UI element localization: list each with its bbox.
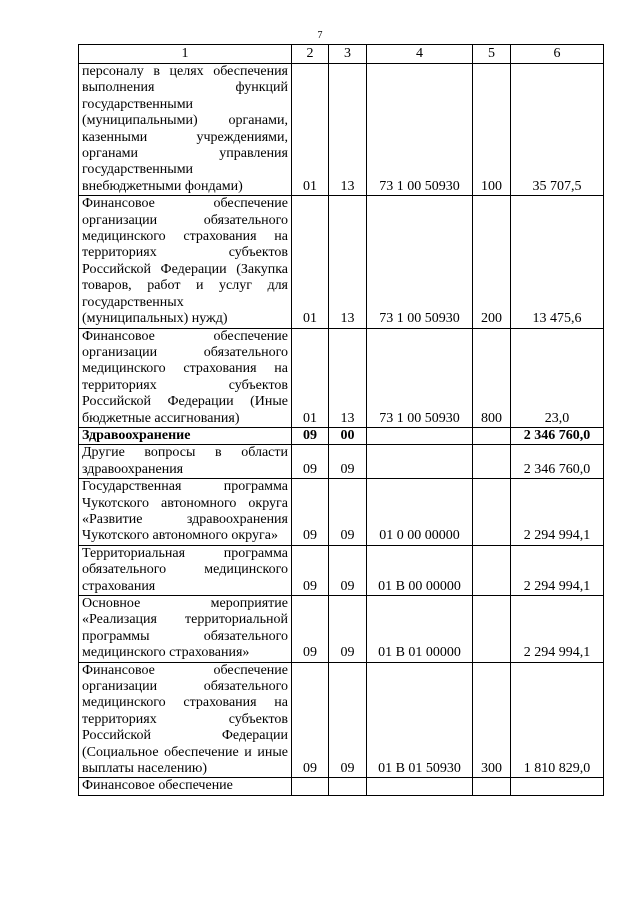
section-code-cell: 09 (292, 427, 329, 444)
amount-cell: 35 707,5 (511, 64, 604, 196)
expense-type-cell (473, 427, 511, 444)
row-name-cell: Территориальная программа обязательного медицинского страхования (79, 545, 292, 595)
expense-type-cell (473, 445, 511, 479)
expense-type-cell: 200 (473, 196, 511, 328)
target-article-cell: 73 1 00 50930 (367, 328, 473, 427)
section-code-cell: 09 (292, 545, 329, 595)
table-row (79, 328, 604, 427)
section-code-cell: 09 (292, 479, 329, 546)
amount-cell (511, 778, 604, 795)
table-row (79, 545, 604, 595)
column-header: 3 (329, 45, 367, 64)
target-article-cell: 73 1 00 50930 (367, 64, 473, 196)
subsection-code-cell: 00 (329, 427, 367, 444)
row-name-cell: Государственная программа Чукотского автономного округа «Развитие здравоохранения Чукотского автономного округа» (79, 479, 292, 546)
amount-cell: 2 294 994,1 (511, 596, 604, 663)
expense-type-cell (473, 545, 511, 595)
column-header: 4 (367, 45, 473, 64)
subsection-code-cell: 09 (329, 479, 367, 546)
table-row (79, 596, 604, 663)
row-name-cell: Здравоохранение (79, 427, 292, 444)
table-row (79, 196, 604, 328)
section-code-cell: 09 (292, 445, 329, 479)
row-name-cell: персоналу в целях обеспечения выполнения функций государственными (муниципальными) органами, казенными учреждениями, органами управления государственными внебюджетными фондами) (79, 64, 292, 196)
table-row (79, 778, 604, 795)
subsection-code-cell: 13 (329, 196, 367, 328)
subsection-code-cell: 13 (329, 64, 367, 196)
subsection-code-cell: 09 (329, 445, 367, 479)
table-row (79, 445, 604, 479)
target-article-cell: 01 В 01 00000 (367, 596, 473, 663)
target-article-cell (367, 445, 473, 479)
subsection-code-cell (329, 778, 367, 795)
subsection-code-cell: 09 (329, 662, 367, 778)
table-row (79, 479, 604, 546)
target-article-cell: 01 В 01 50930 (367, 662, 473, 778)
expense-type-cell (473, 479, 511, 546)
section-code-cell: 09 (292, 662, 329, 778)
amount-cell: 1 810 829,0 (511, 662, 604, 778)
table-row (79, 662, 604, 778)
target-article-cell: 01 0 00 00000 (367, 479, 473, 546)
amount-cell: 2 294 994,1 (511, 479, 604, 546)
amount-cell: 23,0 (511, 328, 604, 427)
header-row (79, 45, 604, 64)
row-name-cell: Финансовое обеспечение организации обязательного медицинского страхования на территориях субъектов Российской Федерации (Социальное обеспечение и иные выплаты населению) (79, 662, 292, 778)
subsection-code-cell: 09 (329, 596, 367, 663)
target-article-cell (367, 427, 473, 444)
row-name-cell: Финансовое обеспечение организации обязательного медицинского страхования на территориях субъектов Российской Федерации (Закупка товаров, работ и услуг для государственных (муниципальных) нужд) (79, 196, 292, 328)
target-article-cell: 73 1 00 50930 (367, 196, 473, 328)
amount-cell: 2 346 760,0 (511, 427, 604, 444)
page-number: 7 (317, 30, 323, 41)
row-name-cell: Основное мероприятие «Реализация территориальной программы обязательного медицинского страхования» (79, 596, 292, 663)
section-code-cell (292, 778, 329, 795)
table-row (79, 427, 604, 444)
row-name-cell: Финансовое обеспечение (79, 778, 292, 795)
row-name-cell: Финансовое обеспечение организации обязательного медицинского страхования на территориях субъектов Российской Федерации (Иные бюджетные ассигнования) (79, 328, 292, 427)
expense-type-cell (473, 778, 511, 795)
budget-table (78, 44, 604, 796)
section-code-cell: 01 (292, 196, 329, 328)
expense-type-cell: 300 (473, 662, 511, 778)
row-name-cell: Другие вопросы в области здравоохранения (79, 445, 292, 479)
expense-type-cell (473, 596, 511, 663)
expense-type-cell: 800 (473, 328, 511, 427)
amount-cell: 13 475,6 (511, 196, 604, 328)
subsection-code-cell: 13 (329, 328, 367, 427)
expense-type-cell: 100 (473, 64, 511, 196)
table-row (79, 64, 604, 196)
target-article-cell: 01 В 00 00000 (367, 545, 473, 595)
section-code-cell: 01 (292, 328, 329, 427)
target-article-cell (367, 778, 473, 795)
section-code-cell: 09 (292, 596, 329, 663)
column-header: 5 (473, 45, 511, 64)
subsection-code-cell: 09 (329, 545, 367, 595)
amount-cell: 2 346 760,0 (511, 445, 604, 479)
section-code-cell: 01 (292, 64, 329, 196)
column-header: 6 (511, 45, 604, 64)
column-header: 2 (292, 45, 329, 64)
amount-cell: 2 294 994,1 (511, 545, 604, 595)
column-header: 1 (79, 45, 292, 64)
